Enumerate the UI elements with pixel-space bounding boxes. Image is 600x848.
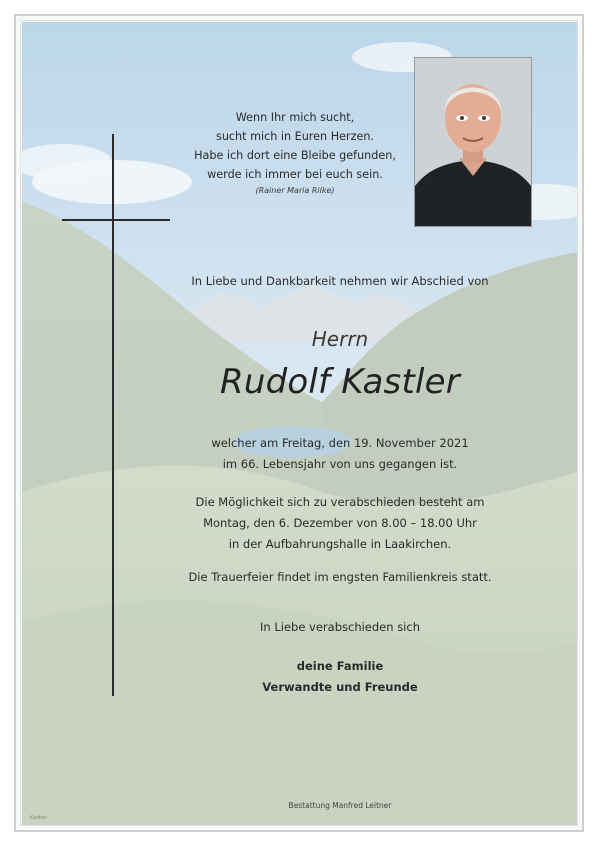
intro-text: In Liebe und Dankbarkeit nehmen wir Abschied von (191, 274, 489, 288)
funeral-home: Bestattung Manfred Leitner (288, 801, 392, 810)
poem-line: Wenn Ihr mich sucht, (235, 111, 355, 124)
poem-author: (Rainer Maria Rilke) (255, 186, 335, 195)
viewing-notice (180, 492, 500, 555)
viewing-line: in der Aufbahrungshalle in Laakirchen. (228, 537, 452, 551)
salutation: Herrn (311, 327, 369, 351)
ceremony-notice: Die Trauerfeier findet im engsten Familienkreis statt. (188, 570, 492, 584)
farewell-text: In Liebe verabschieden sich (260, 620, 420, 634)
corner-tag: Kastler (30, 815, 48, 821)
poem-line: Habe ich dort eine Bleibe gefunden, (194, 149, 396, 162)
poem (170, 108, 420, 198)
portrait-photo (414, 57, 532, 227)
death-line: welcher am Freitag, den 19. November 2021 (211, 436, 469, 450)
death-notice (180, 433, 500, 475)
cross-horizontal-bar (62, 219, 170, 221)
mourners (180, 656, 500, 698)
death-line: im 66. Lebensjahr von uns gegangen ist. (222, 457, 458, 471)
viewing-line: Die Möglichkeit sich zu verabschieden besteht am (195, 495, 485, 509)
poem-line: sucht mich in Euren Herzen. (215, 130, 374, 143)
mourner-line: deine Familie (296, 659, 384, 673)
poem-line: werde ich immer bei euch sein. (207, 168, 383, 181)
viewing-line: Montag, den 6. Dezember von 8.00 – 18.00 Uhr (203, 516, 477, 530)
deceased-name: Rudolf Kastler (220, 362, 460, 402)
mourner-line: Verwandte und Freunde (262, 680, 418, 694)
